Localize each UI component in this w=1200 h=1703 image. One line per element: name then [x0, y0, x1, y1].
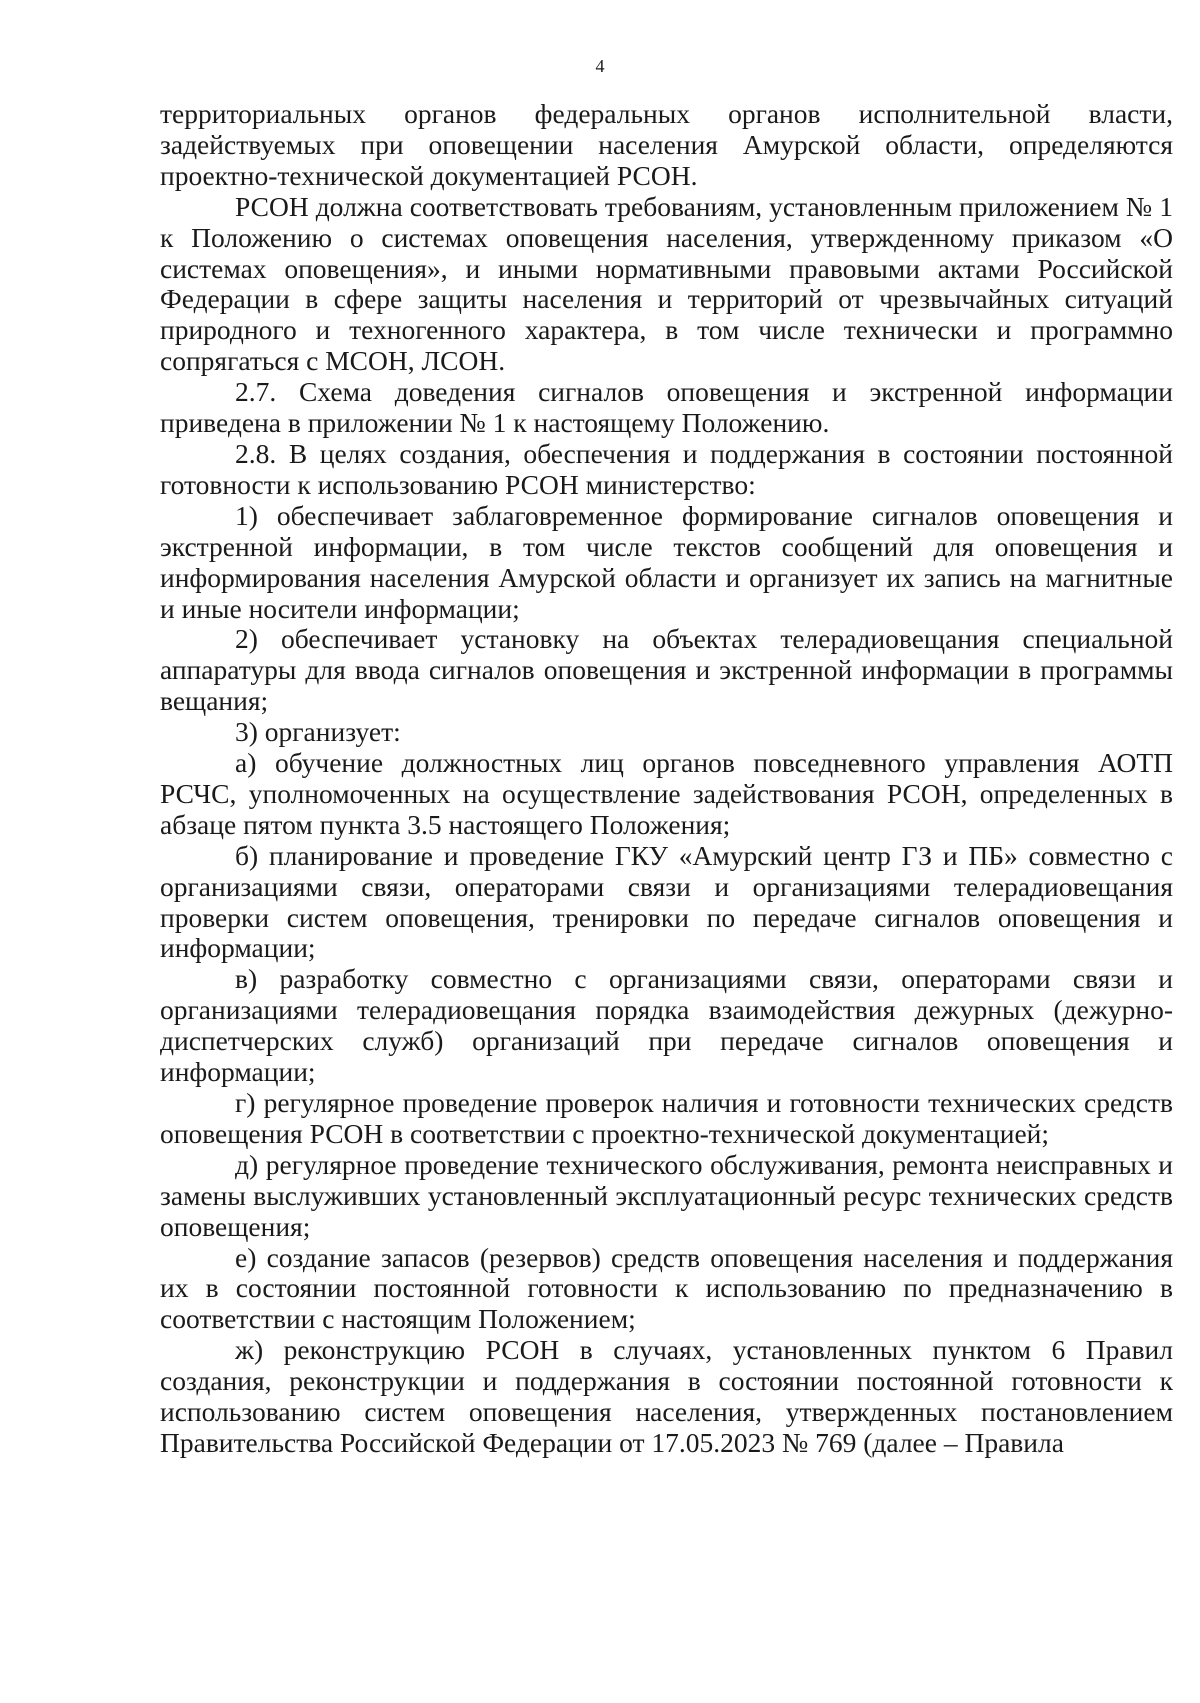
sub-item-d: д) регулярное проведение технического обслуживания, ремонта неисправных и замены выслуживших установленный эксплуатационный ресурс технических средств оповещения;: [160, 1148, 1173, 1242]
sub-item-b: б) планирование и проведение ГКУ «Амурский центр ГЗ и ПБ» совместно с организациями связи, операторами связи и организациями телерадиовещания проверки систем оповещения, тренировки по передаче сигналов оповещения и информации;: [160, 839, 1173, 964]
list-item-3: 3) организует:: [235, 716, 401, 748]
paragraph-section-2-8: 2.8. В целях создания, обеспечения и поддержания в состоянии постоянной готовности к использованию РСОН министерство:: [160, 437, 1173, 500]
sub-item-e: е) создание запасов (резервов) средств оповещения населения и поддержания их в состоянии постоянной готовности к использованию по предназначению в соответствии с настоящим Положением;: [160, 1241, 1173, 1335]
paragraph: территориальных органов федеральных органов исполнительной власти, задействуемых при оповещении населения Амурской области, определяются проектно-технической документацией РСОН.: [160, 98, 1173, 191]
sub-item-g: г) регулярное проведение проверок наличия и готовности технических средств оповещения РСОН в соответствии с проектно-технической документацией;: [160, 1087, 1173, 1149]
list-item-2: 2) обеспечивает установку на объектах телерадиовещания специальной аппаратуры для ввода сигналов оповещения и экстренной информации в программы вещания;: [160, 623, 1173, 717]
paragraph: РСОН должна соответствовать требованиям, установленным приложением № 1 к Положению о системах оповещения населения, утвержденному приказом «О системах оповещения», и иными нормативными правовыми актами Российской Федерации в сфере защиты населения и территорий от чрезвычайных ситуаций природного и техногенного характера, в том числе технически и программно сопрягаться с МСОН, ЛСОН.: [160, 190, 1173, 377]
list-item-1: 1) обеспечивает заблаговременное формирование сигналов оповещения и экстренной информации, в том числе текстов сообщений для оповещения и информирования населения Амурской области и организует их запись на магнитные и иные носители информации;: [160, 499, 1173, 624]
paragraph-section-2-7: 2.7. Схема доведения сигналов оповещения и экстренной информации приведена в приложении № 1 к настоящему Положению.: [160, 376, 1173, 439]
sub-item-a: а) обучение должностных лиц органов повседневного управления АОТП РСЧС, уполномоченных на осуществление задействования РСОН, определенных в абзаце пятом пункта 3.5 настоящего Положения;: [160, 747, 1173, 840]
sub-item-zh: ж) реконструкцию РСОН в случаях, установленных пунктом 6 Правил создания, реконструкции и поддержания в состоянии постоянной готовности к использованию систем оповещения населения, утвержденных постановлением Правительства Российской Федерации от 17.05.2023 № 769 (далее – Правила: [160, 1334, 1173, 1458]
document-body: [160, 99, 1173, 1459]
page-number: 4: [595, 56, 605, 76]
sub-item-v: в) разработку совместно с организациями связи, операторами связи и организациями телерадиовещания порядка взаимодействия дежурных (дежурно-диспетчерских служб) организаций при передаче сигналов оповещения и информации;: [160, 963, 1173, 1088]
